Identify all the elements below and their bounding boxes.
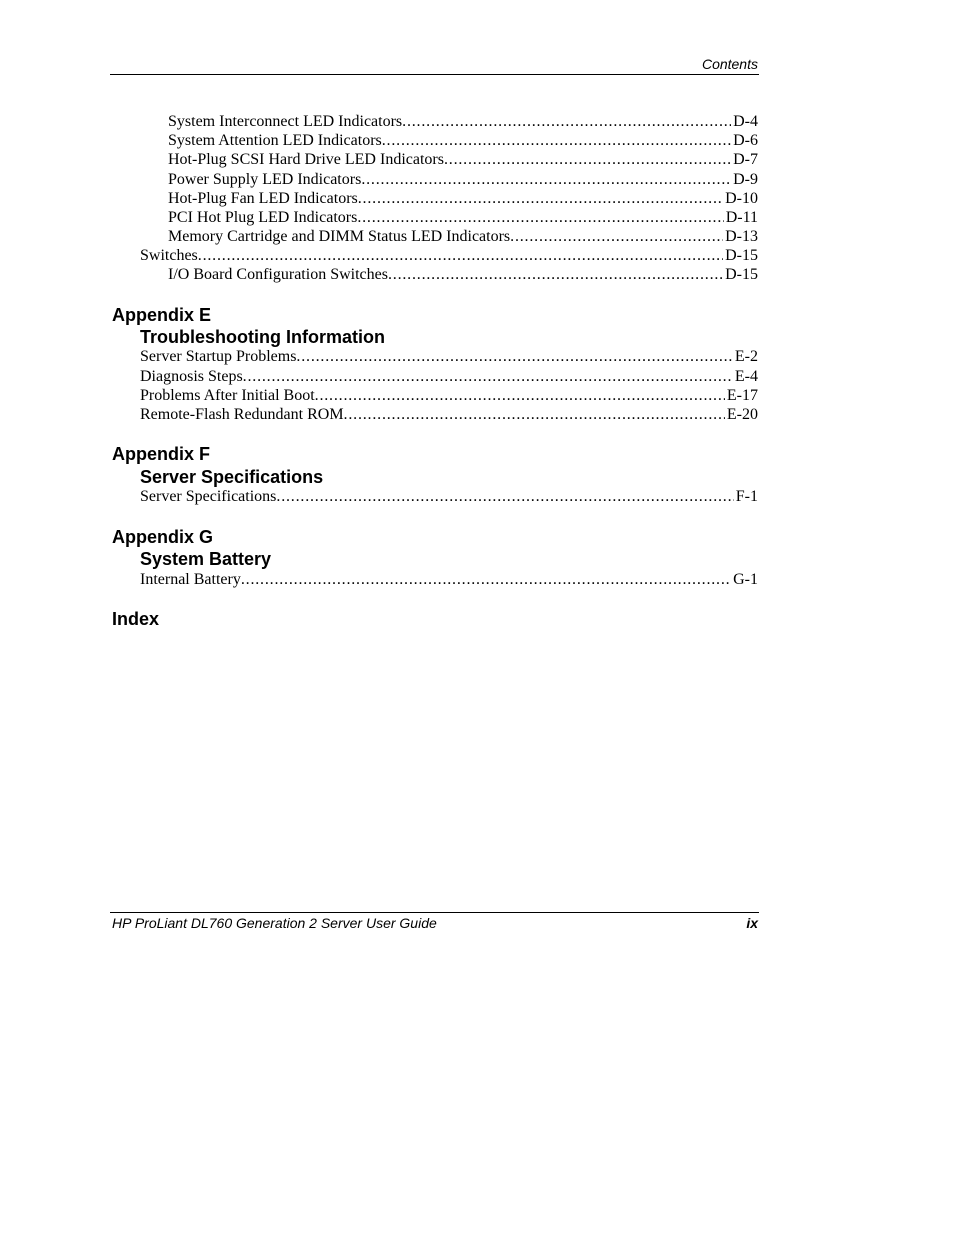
toc-entry-page: E-2 [734, 348, 758, 365]
appendix-e-title[interactable]: Troubleshooting Information [140, 327, 385, 347]
toc-entry[interactable] [168, 170, 758, 189]
toc-entry-title: Power Supply LED Indicators [168, 171, 362, 188]
index-label[interactable]: Index [112, 609, 160, 629]
toc-entry-page: D-13 [725, 228, 758, 245]
toc-leader-dots [357, 208, 723, 227]
toc-leader-dots [388, 265, 723, 284]
toc-entry[interactable] [168, 208, 758, 227]
toc-entry[interactable] [168, 150, 758, 169]
toc-leader-dots [444, 150, 731, 169]
toc-leader-dots [198, 246, 723, 265]
toc-entry[interactable] [140, 570, 758, 589]
appendix-f-label[interactable]: Appendix F [112, 444, 210, 464]
footer-page-number: ix [746, 915, 758, 931]
toc-leader-dots [276, 487, 733, 506]
toc-entry-title: PCI Hot Plug LED Indicators [168, 209, 358, 226]
toc-entry-title: Switches [140, 247, 198, 264]
toc-entry-title: Diagnosis Steps [140, 368, 243, 385]
toc-entry-title: System Interconnect LED Indicators [168, 113, 403, 130]
toc-entry-page: D-10 [725, 190, 758, 207]
toc-entry[interactable] [140, 386, 758, 405]
toc-entry-title: System Attention LED Indicators [168, 132, 382, 149]
toc-leader-dots [243, 367, 733, 386]
toc-entry-title: Hot-Plug Fan LED Indicators [168, 190, 358, 207]
toc-leader-dots [510, 227, 723, 246]
toc-entry-title: Server Specifications [140, 488, 277, 505]
toc-entry-title: I/O Board Configuration Switches [168, 266, 388, 283]
toc-entry[interactable] [168, 265, 758, 284]
toc-entry[interactable] [140, 347, 758, 366]
toc-leader-dots [382, 131, 731, 150]
toc-entry-page: G-1 [733, 571, 758, 588]
toc-entry-page: F-1 [735, 488, 758, 505]
toc-leader-dots [296, 347, 732, 366]
toc-leader-dots [315, 386, 725, 405]
appendix-e-label[interactable]: Appendix E [112, 305, 212, 325]
toc-entry[interactable] [140, 367, 758, 386]
toc-entry-title: Internal Battery [140, 571, 241, 588]
toc-entry[interactable] [168, 131, 758, 150]
toc-leader-dots [361, 170, 731, 189]
toc-entry-page: D-6 [733, 132, 758, 149]
appendix-g-title[interactable]: System Battery [140, 549, 272, 569]
toc-entry-title: Hot-Plug SCSI Hard Drive LED Indicators [168, 151, 444, 168]
toc-entry[interactable] [140, 246, 758, 265]
appendix-g-label[interactable]: Appendix G [112, 527, 214, 547]
toc-leader-dots [344, 405, 725, 424]
toc-entry-page: D-4 [733, 113, 758, 130]
toc-entry[interactable] [140, 405, 758, 424]
toc-entry[interactable] [168, 112, 758, 131]
toc-entry-page: E-4 [734, 368, 758, 385]
toc-entry-title: Server Startup Problems [140, 348, 297, 365]
header-rule [110, 74, 759, 75]
toc-entry-page: D-7 [733, 151, 758, 168]
toc-entry-page: E-20 [726, 406, 758, 423]
toc-leader-dots [241, 570, 731, 589]
toc-entry-page: E-17 [726, 387, 758, 404]
toc-entry-title: Memory Cartridge and DIMM Status LED Indicators [168, 228, 511, 245]
toc-entry-page: D-15 [725, 247, 758, 264]
appendix-f-title[interactable]: Server Specifications [140, 467, 324, 487]
toc-entry[interactable] [168, 189, 758, 208]
footer-rule [110, 912, 759, 913]
toc-entry[interactable] [140, 487, 758, 506]
toc-leader-dots [402, 112, 731, 131]
toc-entry-page: D-15 [725, 266, 758, 283]
toc-entry-title: Remote-Flash Redundant ROM [140, 406, 344, 423]
toc-entry[interactable] [168, 227, 758, 246]
toc-entry-page: D-9 [733, 171, 758, 188]
footer-document-title: HP ProLiant DL760 Generation 2 Server User Guide [112, 915, 437, 931]
header-section-label: Contents [701, 56, 758, 72]
toc-entry-page: D-11 [725, 209, 758, 226]
toc-entry-title: Problems After Initial Boot [140, 387, 315, 404]
toc-leader-dots [358, 189, 723, 208]
